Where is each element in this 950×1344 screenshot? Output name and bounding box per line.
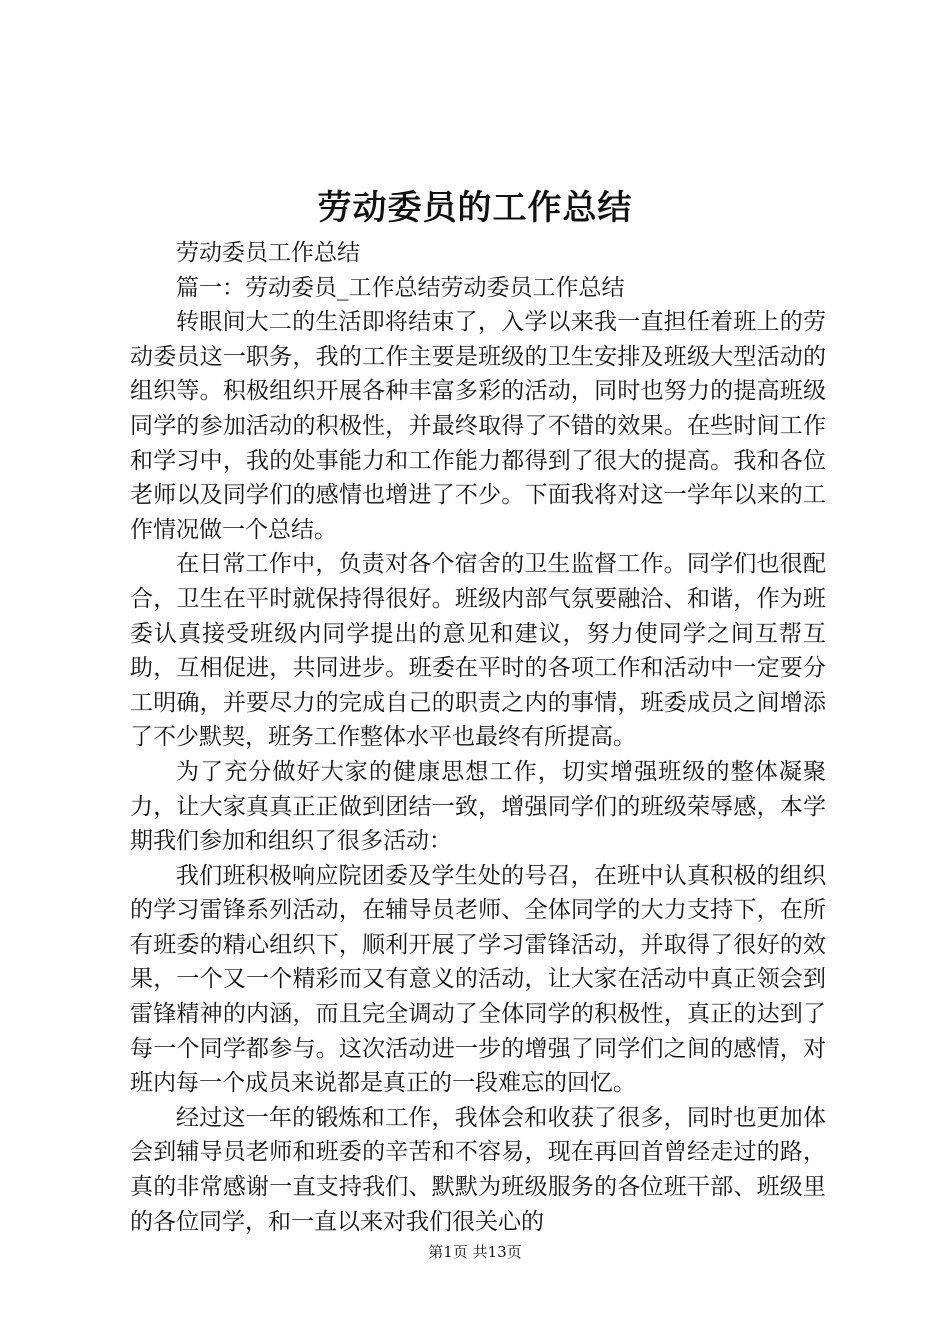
document-title: 劳动委员的工作总结 bbox=[317, 188, 633, 228]
paragraph: 为了充分做好大家的健康思想工作，切实增强班级的整体凝聚力，让大家真真正正做到团结一致，增强同学们的班级荣辱感，本学期我们参加和组织了很多活动： bbox=[130, 758, 826, 855]
paragraph: 我们班积极响应院团委及学生处的号召，在班中认真积极的组织的学习雷锋系列活动，在辅导员老师、全体同学的大力支持下，在所有班委的精心组织下，顺利开展了学习雷锋活动，并取得了很好的效果，一个又一个精彩而又有意义的活动，让大家在活动中真正领会到雷锋精神的内涵，而且完全调动了全体同学的积极性，真正的达到了每一个同学都参与。这次活动进一步的增强了同学们之间的感情，对班内每一个成员来说都是真正的一段难忘的回忆。 bbox=[130, 862, 826, 1097]
paragraph: 经过这一年的锻炼和工作，我体会和收获了很多，同时也更加体会到辅导员老师和班委的辛苦和不容易，现在再回首曾经走过的路，真的非常感谢一直支持我们、默默为班级服务的各位班干部、班级里的各位同学，和一直以来对我们很关心的 bbox=[130, 1104, 826, 1235]
paragraph: 转眼间大二的生活即将结束了，入学以来我一直担任着班上的劳动委员这一职务，我的工作主要是班级的卫生安排及班级大型活动的组织等。积极组织开展各种丰富多彩的活动，同时也努力的提高班级同学的参加活动的积极性，并最终取得了不错的效果。在些时间工作和学习中，我的处事能力和工作能力都得到了很大的提高。我和各位老师以及同学们的感情也增进了不少。下面我将对这一学年以来的工作情况做一个总结。 bbox=[130, 309, 826, 543]
paragraph: 篇一：劳动委员_工作总结劳动委员工作总结 bbox=[176, 274, 625, 301]
paragraph: 劳动委员工作总结 bbox=[176, 240, 360, 266]
paragraph: 在日常工作中，负责对各个宿舍的卫生监督工作。同学们也很配合，卫生在平时就保持得很好。班级内部气氛要融洽、和谐，作为班委认真接受班级内同学提出的意见和建议，努力使同学之间互帮互助，互相促进，共同进步。班委在平时的各项工作和活动中一定要分工明确，并要尽力的完成自己的职责之内的事情，班委成员之间增添了不少默契，班务工作整体水平也最终有所提高。 bbox=[130, 551, 826, 751]
document-body bbox=[130, 236, 826, 1239]
page-number-footer: 第1页 共13页 bbox=[428, 1243, 522, 1261]
